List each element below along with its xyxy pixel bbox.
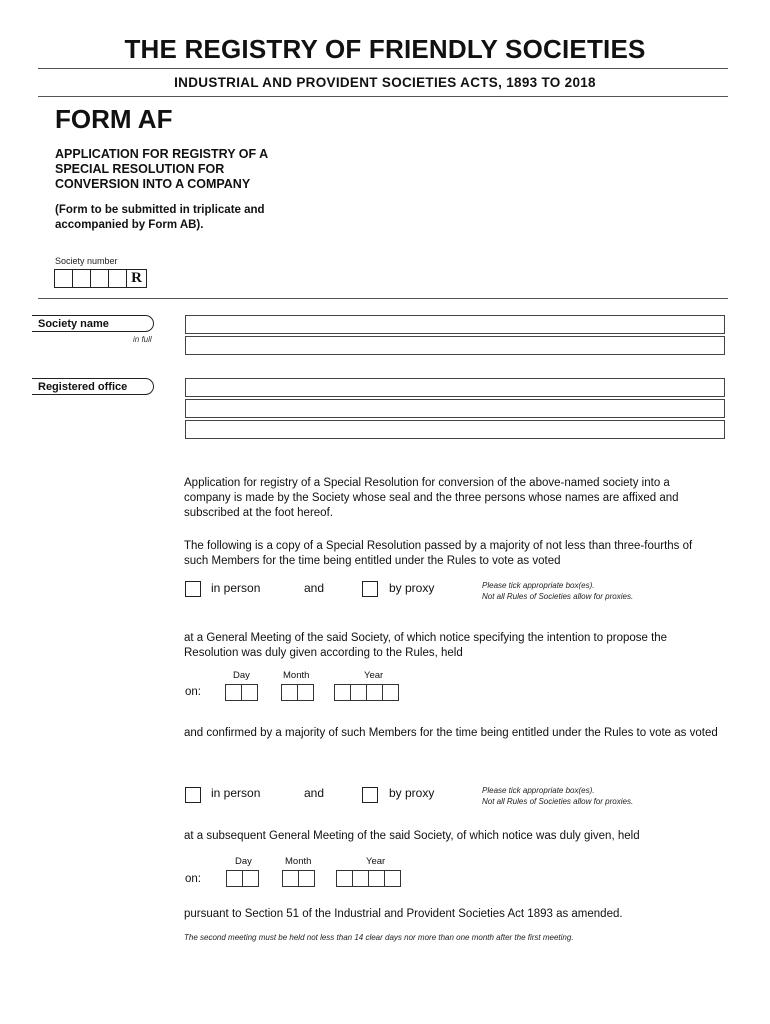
- meeting-footnote: The second meeting must be held not less than 14 clear days nor more than one month after the first meeting.: [184, 933, 574, 942]
- first-date-on-label: on:: [185, 686, 201, 698]
- confirmed-paragraph: and confirmed by a majority of such Members for the time being entitled under the Rules to vote as voted: [184, 727, 718, 739]
- first-date-day-label: Day: [233, 670, 250, 681]
- header-divider-bottom: [38, 96, 728, 97]
- second-date-month-label: Month: [285, 856, 312, 867]
- second-by-proxy-label: by proxy: [389, 786, 435, 800]
- society-number-digit-2[interactable]: [72, 269, 91, 288]
- second-by-proxy-checkbox[interactable]: [362, 787, 378, 803]
- society-name-label: Society name: [32, 315, 154, 332]
- first-date-year-input[interactable]: [334, 684, 399, 701]
- first-in-person-checkbox[interactable]: [185, 581, 201, 597]
- society-name-sublabel: in full: [133, 335, 152, 344]
- copy-statement-paragraph: The following is a copy of a Special Resolution passed by a majority of not less than three-fourths of such Members for the time being entitled under the Rules to vote as voted: [184, 540, 693, 567]
- first-date-day-input[interactable]: [225, 684, 258, 701]
- society-number-digit-3[interactable]: [90, 269, 109, 288]
- first-and-label: and: [304, 581, 325, 595]
- first-date-month-input[interactable]: [281, 684, 314, 701]
- second-tick-hint-line-1: Please tick appropriate box(es).: [482, 786, 595, 795]
- registered-office-label: Registered office: [32, 378, 154, 395]
- society-number-boxes[interactable]: [54, 269, 147, 288]
- page-title: THE REGISTRY OF FRIENDLY SOCIETIES: [124, 34, 646, 64]
- first-meeting-paragraph: at a General Meeting of the said Society, of which notice specifying the intention to propose the Resolution was duly given according to the Rules, held: [184, 632, 668, 659]
- form-note: (Form to be submitted in triplicate and accompanied by Form AB).: [55, 204, 265, 231]
- second-date-month-input[interactable]: [282, 870, 315, 887]
- second-date-day-input[interactable]: [226, 870, 259, 887]
- first-in-person-label: in person: [211, 581, 261, 595]
- second-date-year-label: Year: [366, 856, 386, 867]
- intro-paragraph: Application for registry of a Special Resolution for conversion of the above-named society into a company is made by the Society whose seal and the three persons whose names are affixed and subscribed at the foot hereof.: [184, 477, 679, 519]
- registered-office-field-line-2[interactable]: [185, 399, 725, 418]
- second-date-on-label: on:: [185, 873, 201, 885]
- society-number-digit-4[interactable]: [108, 269, 127, 288]
- first-tick-hint-line-1: Please tick appropriate box(es).: [482, 581, 595, 590]
- second-tick-hint-line-2: Not all Rules of Societies allow for proxies.: [482, 797, 634, 806]
- first-date-month-label: Month: [283, 670, 310, 681]
- society-name-field-line-2[interactable]: [185, 336, 725, 355]
- first-by-proxy-checkbox[interactable]: [362, 581, 378, 597]
- first-tick-hint-line-2: Not all Rules of Societies allow for proxies.: [482, 592, 634, 601]
- society-number-digit-1[interactable]: [54, 269, 73, 288]
- second-in-person-checkbox[interactable]: [185, 787, 201, 803]
- subsequent-meeting-paragraph: at a subsequent General Meeting of the said Society, of which notice was duly given, held: [184, 830, 640, 842]
- section-divider: [38, 298, 728, 299]
- first-by-proxy-label: by proxy: [389, 581, 435, 595]
- second-date-year-input[interactable]: [336, 870, 401, 887]
- pursuant-paragraph: pursuant to Section 51 of the Industrial and Provident Societies Act 1893 as amended.: [184, 908, 623, 920]
- first-tick-hint: [482, 580, 633, 602]
- society-number-label: Society number: [55, 256, 118, 266]
- header-divider-top: [38, 68, 728, 69]
- registered-office-field-line-1[interactable]: [185, 378, 725, 397]
- second-and-label: and: [304, 786, 325, 800]
- form-description: APPLICATION FOR REGISTRY OF A SPECIAL RESOLUTION FOR CONVERSION INTO A COMPANY: [55, 147, 268, 191]
- page-subtitle: INDUSTRIAL AND PROVIDENT SOCIETIES ACTS, 1893 TO 2018: [174, 75, 596, 90]
- second-tick-hint: [482, 785, 633, 807]
- first-date-year-label: Year: [364, 670, 384, 681]
- registered-office-field-line-3[interactable]: [185, 420, 725, 439]
- second-date-day-label: Day: [235, 856, 252, 867]
- second-in-person-label: in person: [211, 786, 261, 800]
- form-id: FORM AF: [55, 104, 173, 134]
- society-name-field-line-1[interactable]: [185, 315, 725, 334]
- society-number-suffix: R: [126, 269, 147, 288]
